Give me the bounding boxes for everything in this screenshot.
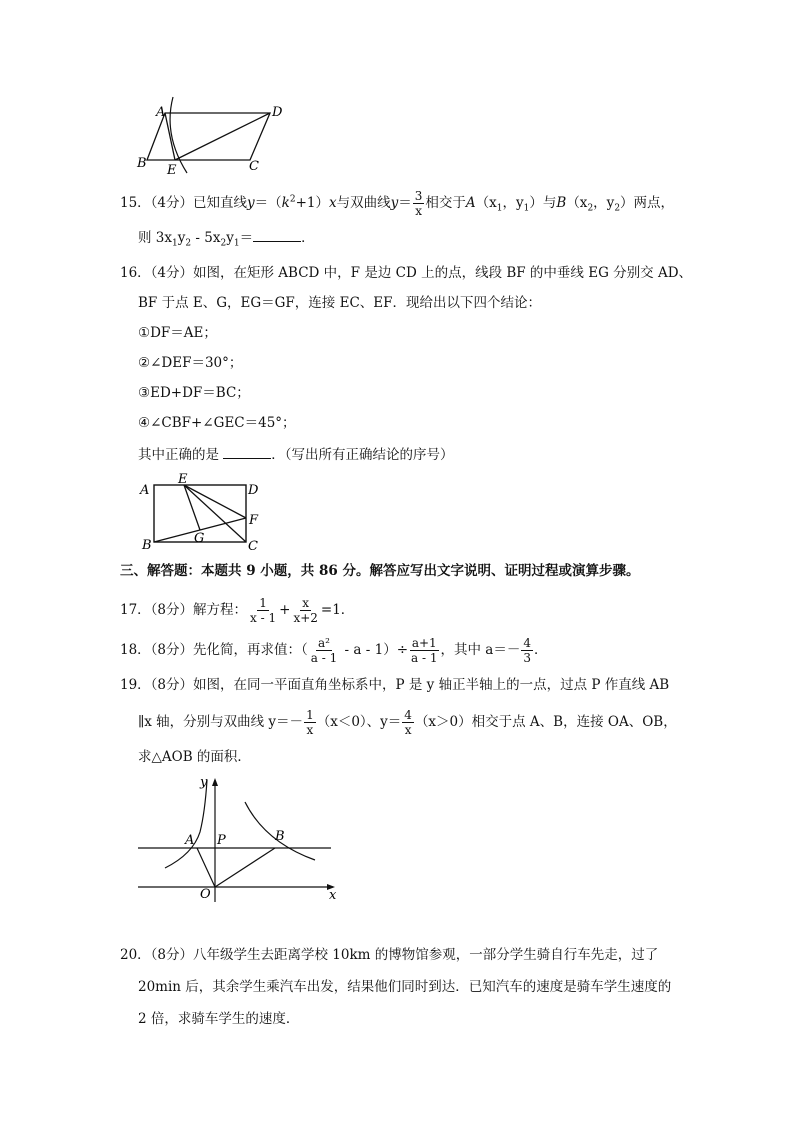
q18: 18．（8分）先化简，再求值：（ $\frac{\text{a²}}{a - 1}$ - a - 1）÷ $\frac{a+1}{a - 1}$ ，其中 a＝－ $\frac{4}{3}$ ．	[120, 636, 548, 665]
label-B: B	[275, 829, 285, 844]
q17: 17．（8分）解方程： $\frac{1}{x - 1}$ + $\frac{x}{x+2}$ =1．	[120, 596, 355, 625]
label-B: B	[142, 538, 152, 553]
label-E: E	[178, 472, 188, 487]
label-D: D	[248, 483, 259, 498]
q20-line3: 2 倍，求骑车学生的速度．	[138, 1011, 300, 1027]
q16-line2: BF 于点 E、G，EG＝GF，连接 EC、EF．现给出以下四个结论：	[138, 295, 541, 311]
q19-line3: 求△AOB 的面积．	[138, 749, 251, 765]
q16-line1: 16．（4分）如图，在矩形 ABCD 中，F 是边 CD 上的点，线段 BF 的中垂线 EG 分别交 AD、	[120, 265, 693, 281]
label-F: F	[249, 513, 259, 528]
q15-answer-blank	[253, 229, 301, 242]
label-A: A	[156, 105, 166, 120]
q20-line2: 20min 后，其余学生乘汽车出发，结果他们同时到达．已知汽车的速度是骑车学生速度的	[138, 979, 672, 995]
label-E: E	[167, 163, 177, 175]
figure-16-rectangle	[138, 472, 268, 554]
q16-answer-blank	[223, 446, 271, 459]
label-A: A	[140, 483, 150, 498]
q15-fraction: $\frac{3}{x}$	[414, 189, 423, 218]
q16-conclusion-4: ④∠CBF+∠GEC＝45°；	[138, 415, 296, 431]
figure-14-parallelogram	[135, 95, 285, 175]
q19-line1: 19．（8分）如图，在同一平面直角坐标系中，P 是 y 轴正半轴上的一点，过点 P 作直线 AB	[120, 677, 670, 693]
label-A: A	[185, 833, 195, 848]
figure-19-coordinate-plane	[135, 772, 345, 902]
label-D: D	[272, 105, 283, 120]
q15-line2: 则 $3x_1y_2 - 5x_2y_1=$ ．	[138, 230, 315, 249]
label-G: G	[194, 531, 205, 546]
q16-conclusion-1: ①DF＝AE；	[138, 325, 217, 341]
q16-conclusion-3: ③ED+DF＝BC；	[138, 385, 250, 401]
label-C: C	[248, 539, 258, 554]
section-3-heading: 三、解答题：本题共 9 小题，共 86 分。解答应写出文字说明、证明过程或演算步骤。	[120, 563, 640, 579]
label-B: B	[137, 156, 147, 171]
q16-conclusion-2: ②∠DEF＝30°；	[138, 355, 243, 371]
label-y: y	[200, 775, 208, 790]
label-C: C	[249, 159, 259, 174]
label-x: x	[329, 888, 337, 902]
label-P: P	[217, 833, 226, 848]
label-O: O	[200, 887, 211, 902]
q20-line1: 20．（8分）八年级学生去距离学校 10km 的博物馆参观，一部分学生骑自行车先走，过了	[120, 947, 659, 963]
q15-line1: 15．（4分）已知直线$y=(k^2+1)x$与双曲线y＝ $\frac{3}{x}$ 相交于$A(x_1$，$y_1$）与$B(x_2$，$y_2$）两点，	[120, 189, 675, 218]
q16-question: 其中正确的是 ．（写出所有正确结论的序号）	[138, 447, 454, 463]
q19-line2: ∥x 轴，分别与双曲线 y＝－ $\frac{1}{x}$ （x＜0）、y＝ $\frac{4}{x}$ （x＞0）相交于点 A、B，连接 OA、OB，	[138, 708, 677, 737]
